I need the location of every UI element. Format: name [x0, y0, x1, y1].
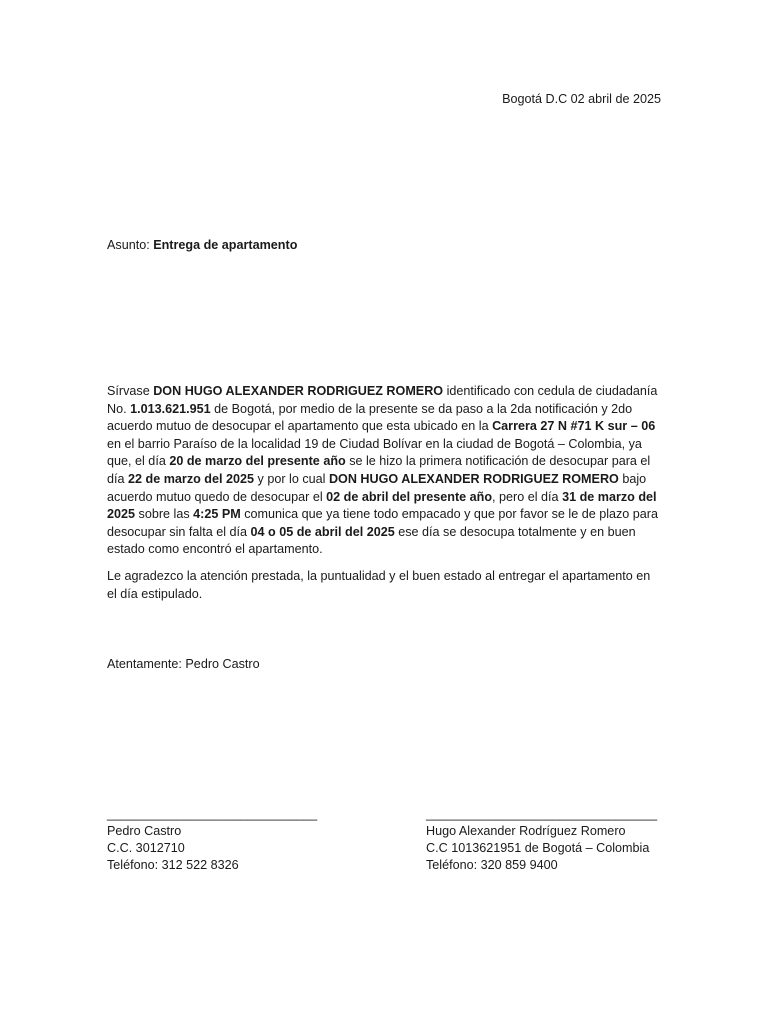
signer-phone-left: Teléfono: 312 522 8326	[107, 858, 239, 872]
body-bold-run: 1.013.621.951	[130, 401, 211, 416]
body-text-run: en el barrio Paraíso de la localidad 19 de Ciudad Bolívar en la ciudad de Bogotá – Colombia, ya que, el día	[107, 436, 642, 469]
body-text-run: ese día se desocupa totalmente y en buen estado como encontró el apartamento.	[107, 524, 636, 557]
body-bold-run: 02 de abril del presente año	[326, 489, 493, 504]
body-bold-run: 04 o 05 de abril del 2025	[250, 524, 395, 539]
signature-block-left	[107, 806, 317, 874]
body-text-run: Sírvase	[107, 384, 154, 398]
letter-closing: Atentamente: Pedro Castro	[107, 657, 260, 671]
letter-body	[107, 383, 659, 612]
signature-line-left: ______________________________	[107, 807, 318, 821]
body-paragraph-1	[107, 383, 659, 559]
signature-block-right	[426, 806, 657, 874]
body-text-run: bajo acuerdo mutuo quedo de desocupar el	[107, 471, 647, 504]
letter-subject	[107, 238, 297, 252]
body-text-run: y por lo cual	[254, 471, 329, 486]
letter-date: Bogotá D.C 02 abril de 2025	[502, 92, 661, 106]
body-bold-run: 4:25 PM	[193, 507, 241, 522]
body-bold-run: DON HUGO ALEXANDER RODRIGUEZ ROMERO	[153, 384, 444, 398]
signer-name-right: Hugo Alexander Rodríguez Romero	[426, 824, 626, 838]
body-bold-run: 31 de marzo del 2025	[107, 489, 657, 522]
body-bold-run: Carrera 27 N #71 K sur – 06	[492, 419, 656, 434]
body-bold-run: 20 de marzo del presente año	[169, 454, 346, 469]
body-bold-run: DON HUGO ALEXANDER RODRIGUEZ ROMERO	[328, 471, 619, 486]
body-text-run: sobre las	[135, 507, 194, 522]
signer-name-left: Pedro Castro	[107, 824, 182, 838]
signature-line-right: _________________________________	[426, 807, 658, 821]
signer-phone-right: Teléfono: 320 859 9400	[426, 858, 558, 872]
body-text-run: se le hizo la primera notificación de desocupar para el día	[107, 454, 651, 486]
body-paragraph-2: Le agradezco la atención prestada, la puntualidad y el buen estado al entregar el apartamento en el día estipulado.	[107, 568, 651, 601]
body-bold-run: 22 de marzo del 2025	[128, 471, 255, 486]
body-text-run: de Bogotá, por medio de la presente se da paso a la 2da notificación y 2do acuerdo mutuo de desocupar el apartamento que esta ubicado en la	[107, 401, 633, 434]
body-text-run: comunica que ya tiene todo empacado y que por favor se le de plazo para desocupar sin falta el día	[107, 507, 659, 539]
body-text-run: identificado con cedula de ciudadanía No.	[107, 384, 658, 416]
signer-id-right: C.C 1013621951 de Bogotá – Colombia	[426, 841, 650, 855]
subject-label: Asunto:	[107, 238, 154, 252]
signer-id-left: C.C. 3012710	[107, 841, 185, 855]
subject-text: Entrega de apartamento	[153, 238, 298, 252]
body-text-run: , pero el día	[492, 489, 563, 504]
